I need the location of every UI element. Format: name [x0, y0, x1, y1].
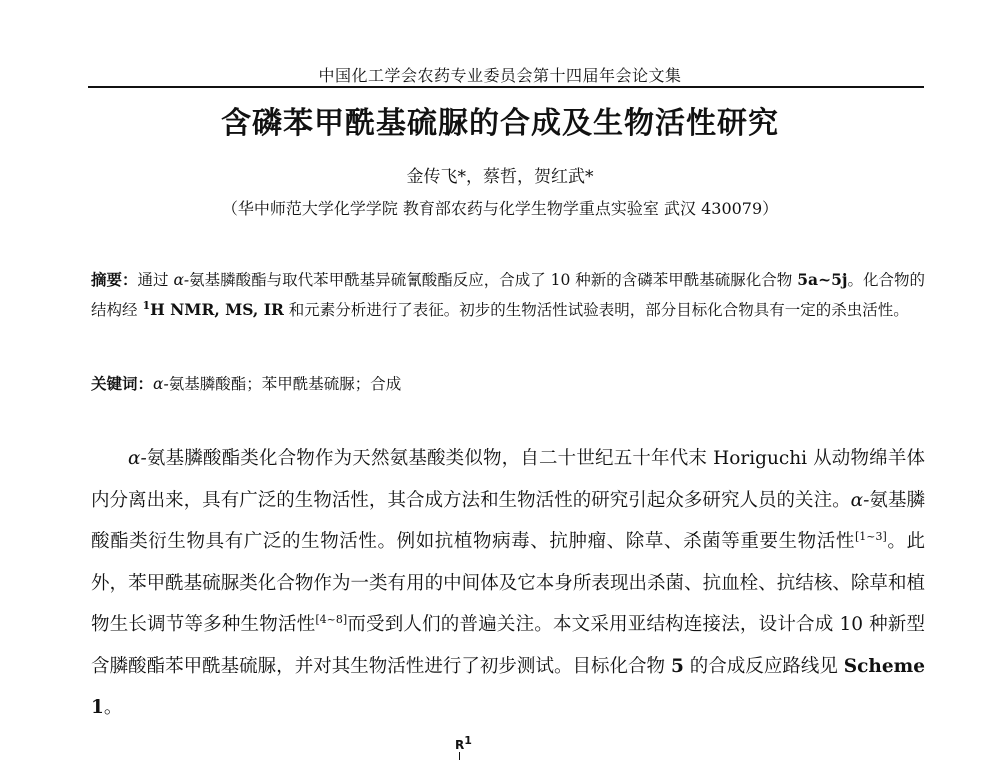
- running-head: 中国化工学会农药专业委员会第十四届年会论文集: [318, 66, 682, 85]
- scheme-bond-line: [459, 752, 460, 760]
- keywords-alpha: α-: [153, 375, 169, 393]
- abstract-alpha: α-: [173, 271, 190, 289]
- abstract-text-2: 氨基膦酸酯与取代苯甲酰基异硫氰酸酯反应，合成了 10 种新的含磷苯甲酰基硫脲化合物: [189, 271, 798, 289]
- scheme-r1-label: [455, 734, 472, 752]
- abstract-nmr: H NMR, MS, IR: [150, 300, 284, 319]
- keywords-text: 氨基膦酸酯；苯甲酰基硫脲；合成: [168, 375, 402, 393]
- abstract-text-3: 。化合物的结构经: [91, 271, 925, 319]
- body-sentence-6: 。: [103, 697, 123, 718]
- body-alpha-2: α-: [850, 489, 870, 511]
- citation-1: [1~3]: [854, 529, 887, 543]
- paper-title: 含磷苯甲酰基硫脲的合成及生物活性研究: [221, 106, 779, 141]
- abstract: [91, 265, 925, 325]
- abstract-text-4: 和元素分析进行了表征。初步的生物活性试验表明，部分目标化合物具有一定的杀虫活性。: [283, 301, 909, 319]
- abstract-compounds: 5a~5j: [797, 270, 848, 289]
- abstract-label: 摘要：: [91, 270, 138, 289]
- body-paragraph: [91, 438, 925, 729]
- abstract-nmr-sup: 1: [142, 298, 151, 312]
- body-sentence-5: 的合成反应路线见: [683, 655, 844, 677]
- compound-number: 5: [670, 655, 684, 677]
- scheme-r-sup: 1: [464, 734, 472, 747]
- keywords: [91, 372, 925, 396]
- scheme-reference: Scheme 1: [91, 655, 925, 718]
- keywords-label: 关键词：: [91, 374, 154, 393]
- paper-affiliation: （华中师范大学化学学院 教育部农药与化学生物学重点实验室 武汉 430079）: [221, 199, 779, 218]
- header-rule: [88, 86, 924, 88]
- abstract-text-1: 通过: [137, 271, 174, 289]
- body-sentence-2: 氨基膦酸酯类衍生物具有广泛的生物活性。例如抗植物病毒、抗肿瘤、除草、杀菌等重要生物活性: [91, 489, 925, 552]
- body-alpha-1: α-: [128, 448, 147, 469]
- citation-2: [4~8]: [315, 612, 348, 626]
- body-sentence-1: 氨基膦酸酯类化合物作为天然氨基酸类似物，自二十世纪五十年代末 Horiguchi 从动物绵羊体内分离出来，具有广泛的生物活性，其合成方法和生物活性的研究引起众多研究人员的关注。: [91, 448, 925, 511]
- paper-authors: 金传飞*，蔡哲，贺红武*: [406, 167, 594, 187]
- body-sentence-4: 而受到人们的普遍关注。本文采用亚结构连接法，设计合成 10 种新型含膦酸酯苯甲酰基硫脲，并对其生物活性进行了初步测试。目标化合物: [91, 614, 925, 677]
- scheme-r-letter: R: [455, 738, 465, 752]
- body-sentence-3: 。此外，苯甲酰基硫脲类化合物作为一类有用的中间体及它本身所表现出杀菌、抗血栓、抗结核、除草和植物生长调节等多种生物活性: [91, 531, 925, 635]
